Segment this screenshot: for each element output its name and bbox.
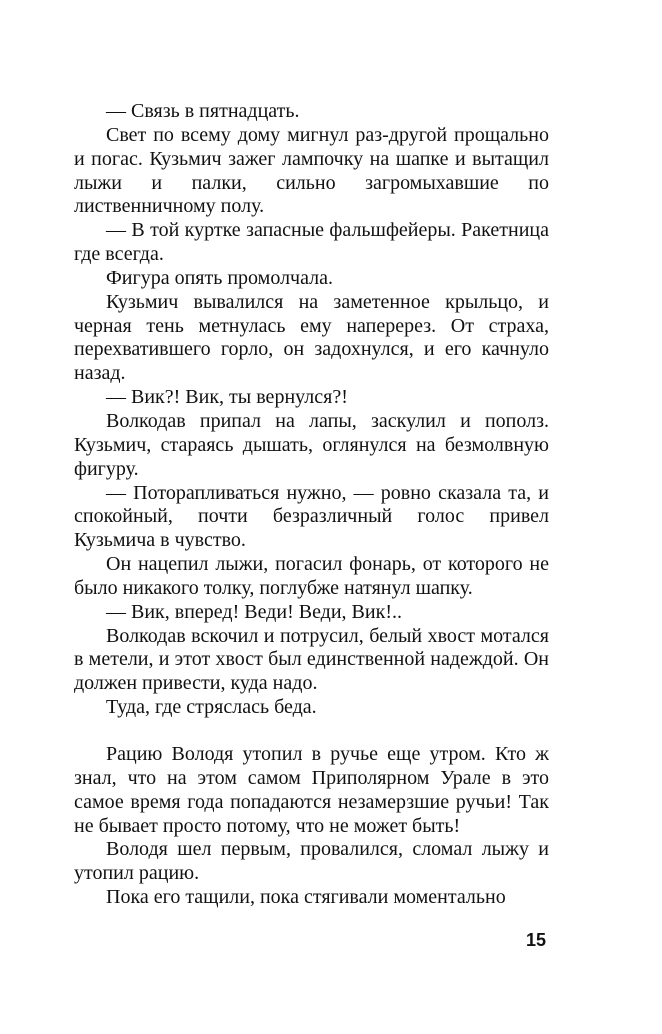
paragraph: — В той куртке запасные фальшфейеры. Ракетница где всегда. — [74, 219, 549, 266]
paragraph: Пока его тащили, пока стягивали моментально — [106, 886, 506, 909]
paragraph: — Поторапливаться нужно, — ровно сказала та, и спокойный, почти безразличный голос привел Кузьмича в чувство. — [74, 481, 549, 552]
paragraph: Рацию Володя утопил в ручье еще утром. Кто ж знал, что на этом самом Приполярном Урале в это самое время года попадаются незамерзшие ручьи! Так не бывает просто потому, что не может быть! — [74, 743, 549, 837]
paragraph: Володя шел первым, провалился, сломал лыжу и утопил рацию. — [74, 838, 549, 885]
paragraph: Кузьмич вывалился на заметенное крыльцо, и черная тень метнулась ему наперерез. От страха, перехватившего горло, он задохнулся, и его качнуло назад. — [74, 290, 549, 385]
text-section-2 — [74, 743, 549, 910]
paragraph: Фигура опять промолчала. — [106, 266, 334, 289]
page-number: 15 — [525, 930, 546, 950]
paragraph: Он нацепил лыжи, погасил фонарь, от которого не было никакого толку, поглубже натянул шапку. — [74, 553, 549, 599]
paragraph: Туда, где стряслась беда. — [106, 696, 317, 719]
paragraph: — Связь в пятнадцать. — [106, 100, 300, 122]
paragraph: — Вик, вперед! Веди! Веди, Вик!.. — [106, 600, 402, 623]
paragraph: Волкодав вскочил и потрусил, белый хвост мотался в метели, и этот хвост был единственной надеждой. Он должен привести, куда надо. — [74, 624, 549, 695]
paragraph: Свет по всему дому мигнул раз-другой прощально и погас. Кузьмич зажег лампочку на шапке и вытащил лыжи и палки, сильно загромыхавшие по лиственничному полу. — [74, 123, 549, 218]
paragraph: Волкодав припал на лапы, заскулил и пополз. Кузьмич, стараясь дышать, оглянулся на безмолвную фигуру. — [74, 409, 549, 480]
paragraph: — Вик?! Вик, ты вернулся?! — [106, 386, 348, 409]
text-section-1 — [74, 100, 549, 720]
